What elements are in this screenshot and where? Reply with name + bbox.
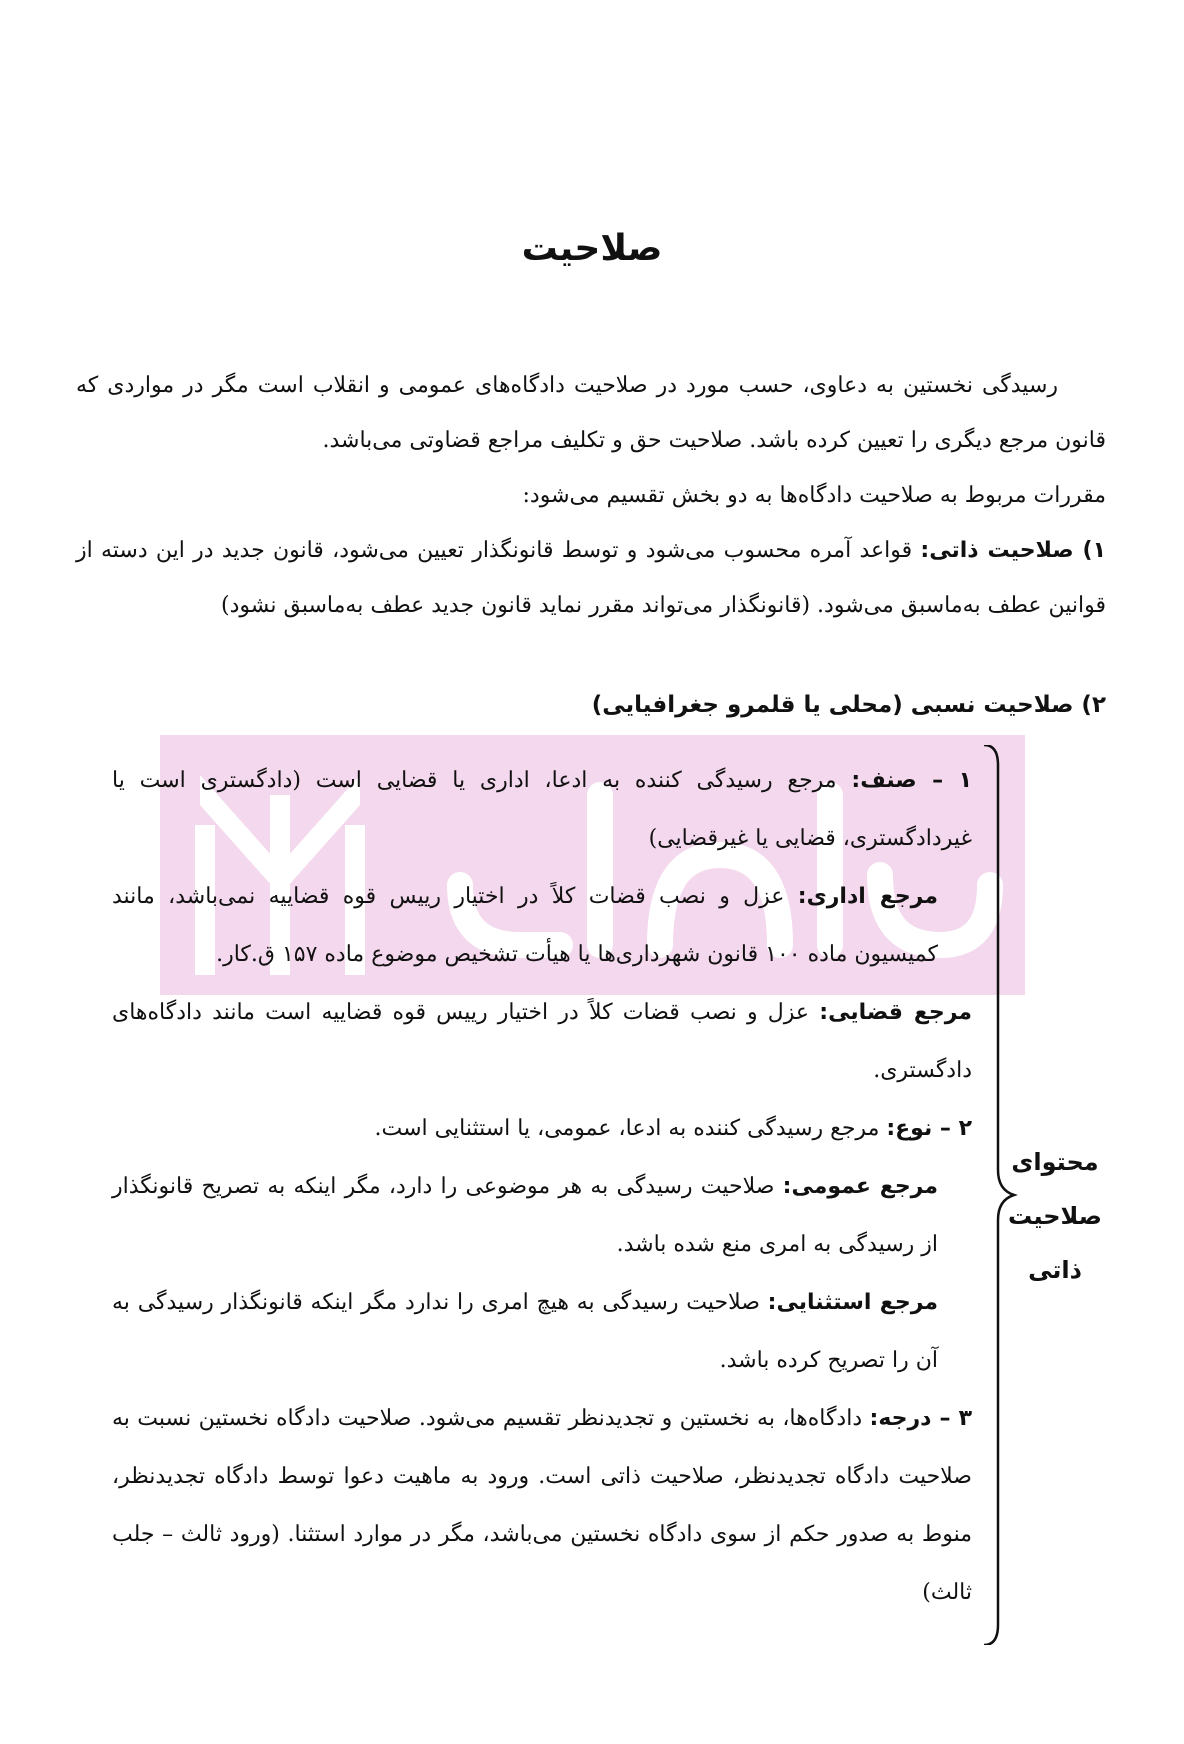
type-text: مرجع رسیدگی کننده به ادعا، عمومی، یا استثنایی است. <box>374 1116 887 1141</box>
intro-paragraph-2: مقررات مربوط به صلاحیت دادگاه‌ها به دو بخش تقسیم می‌شود: <box>522 483 1106 508</box>
content-item-guild <box>112 752 972 868</box>
content-item-judicial <box>112 984 972 1100</box>
content-item-type <box>112 1100 972 1158</box>
content-item-general <box>112 1158 972 1274</box>
content-item-degree <box>112 1390 972 1622</box>
relative-jurisdiction-heading: ۲) صلاحیت نسبی (محلی یا قلمرو جغرافیایی) <box>591 692 1106 718</box>
type-label: ۲ – نوع: <box>886 1116 972 1141</box>
judicial-label: مرجع قضایی: <box>819 1000 973 1025</box>
intrinsic-jurisdiction-paragraph <box>76 523 1106 633</box>
guild-text: مرجع رسیدگی کننده به ادعا، اداری یا قضایی است (دادگستری است یا غیردادگستری، قضایی یا غیرقضایی) <box>112 768 972 851</box>
intro-block <box>76 358 1106 633</box>
intrinsic-jurisdiction-text: قواعد آمره محسوب می‌شود و توسط قانونگذار تعیین می‌شود، قانون جدید در این دسته از قوانین عطف به‌ماسبق می‌شود. (قانونگذار می‌تواند مقرر نماید قانون جدید عطف به‌ماسبق نشود) <box>76 538 1106 618</box>
side-label <box>1005 1135 1105 1297</box>
general-label: مرجع عمومی: <box>782 1174 938 1199</box>
administrative-text: عزل و نصب قضات کلاً در اختیار رییس قوه قضاییه نمی‌باشد، مانند کمیسیون ماده ۱۰۰ قانون شهرداری‌ها یا هیأت تشخیص موضوع ماده ۱۵۷ ق.کار. <box>112 884 938 967</box>
general-text: صلاحیت رسیدگی به هر موضوعی را دارد، مگر اینکه به تصریح قانونگذار از رسیدگی به امری منع شده باشد. <box>112 1174 938 1257</box>
degree-label: ۳ – درجه: <box>869 1406 972 1431</box>
exceptional-label: مرجع استثنایی: <box>767 1290 938 1315</box>
side-label-line-1: محتوای <box>1011 1148 1099 1176</box>
page-title: صلاحیت <box>521 228 663 269</box>
intrinsic-content-block <box>112 752 972 1622</box>
administrative-label: مرجع اداری: <box>797 884 938 909</box>
content-item-administrative <box>112 868 972 984</box>
exceptional-text: صلاحیت رسیدگی به هیچ امری را ندارد مگر اینکه قانونگذار رسیدگی به آن را تصریح کرده باشد. <box>112 1290 938 1373</box>
judicial-text: عزل و نصب قضات کلاً در اختیار رییس قوه قضاییه است مانند دادگاه‌های دادگستری. <box>112 1000 972 1083</box>
side-label-line-3: ذاتی <box>1028 1256 1082 1284</box>
intro-paragraph-1: رسیدگی نخستین به دعاوی، حسب مورد در صلاحیت دادگاه‌های عمومی و انقلاب است مگر در مواردی که قانون مرجع دیگری را تعیین کرده باشد. صلاحیت حق و تکلیف مراجع قضاوتی می‌باشد. <box>76 373 1106 453</box>
content-item-exceptional <box>112 1274 972 1390</box>
degree-text: دادگاه‌ها، به نخستین و تجدیدنظر تقسیم می‌شود. صلاحیت دادگاه نخستین نسبت به صلاحیت دادگاه تجدیدنظر، صلاحیت ذاتی است. ورود به ماهیت دعوا توسط دادگاه تجدیدنظر، منوط به صدور حکم از سوی دادگاه نخستین می‌باشد، مگر در موارد استثنا. (ورود ثالث – جلب ثالث) <box>112 1406 972 1605</box>
side-label-line-2: صلاحیت <box>1008 1202 1102 1230</box>
intrinsic-jurisdiction-heading: ۱) صلاحیت ذاتی: <box>920 538 1106 563</box>
guild-label: ۱ – صنف: <box>851 768 972 793</box>
